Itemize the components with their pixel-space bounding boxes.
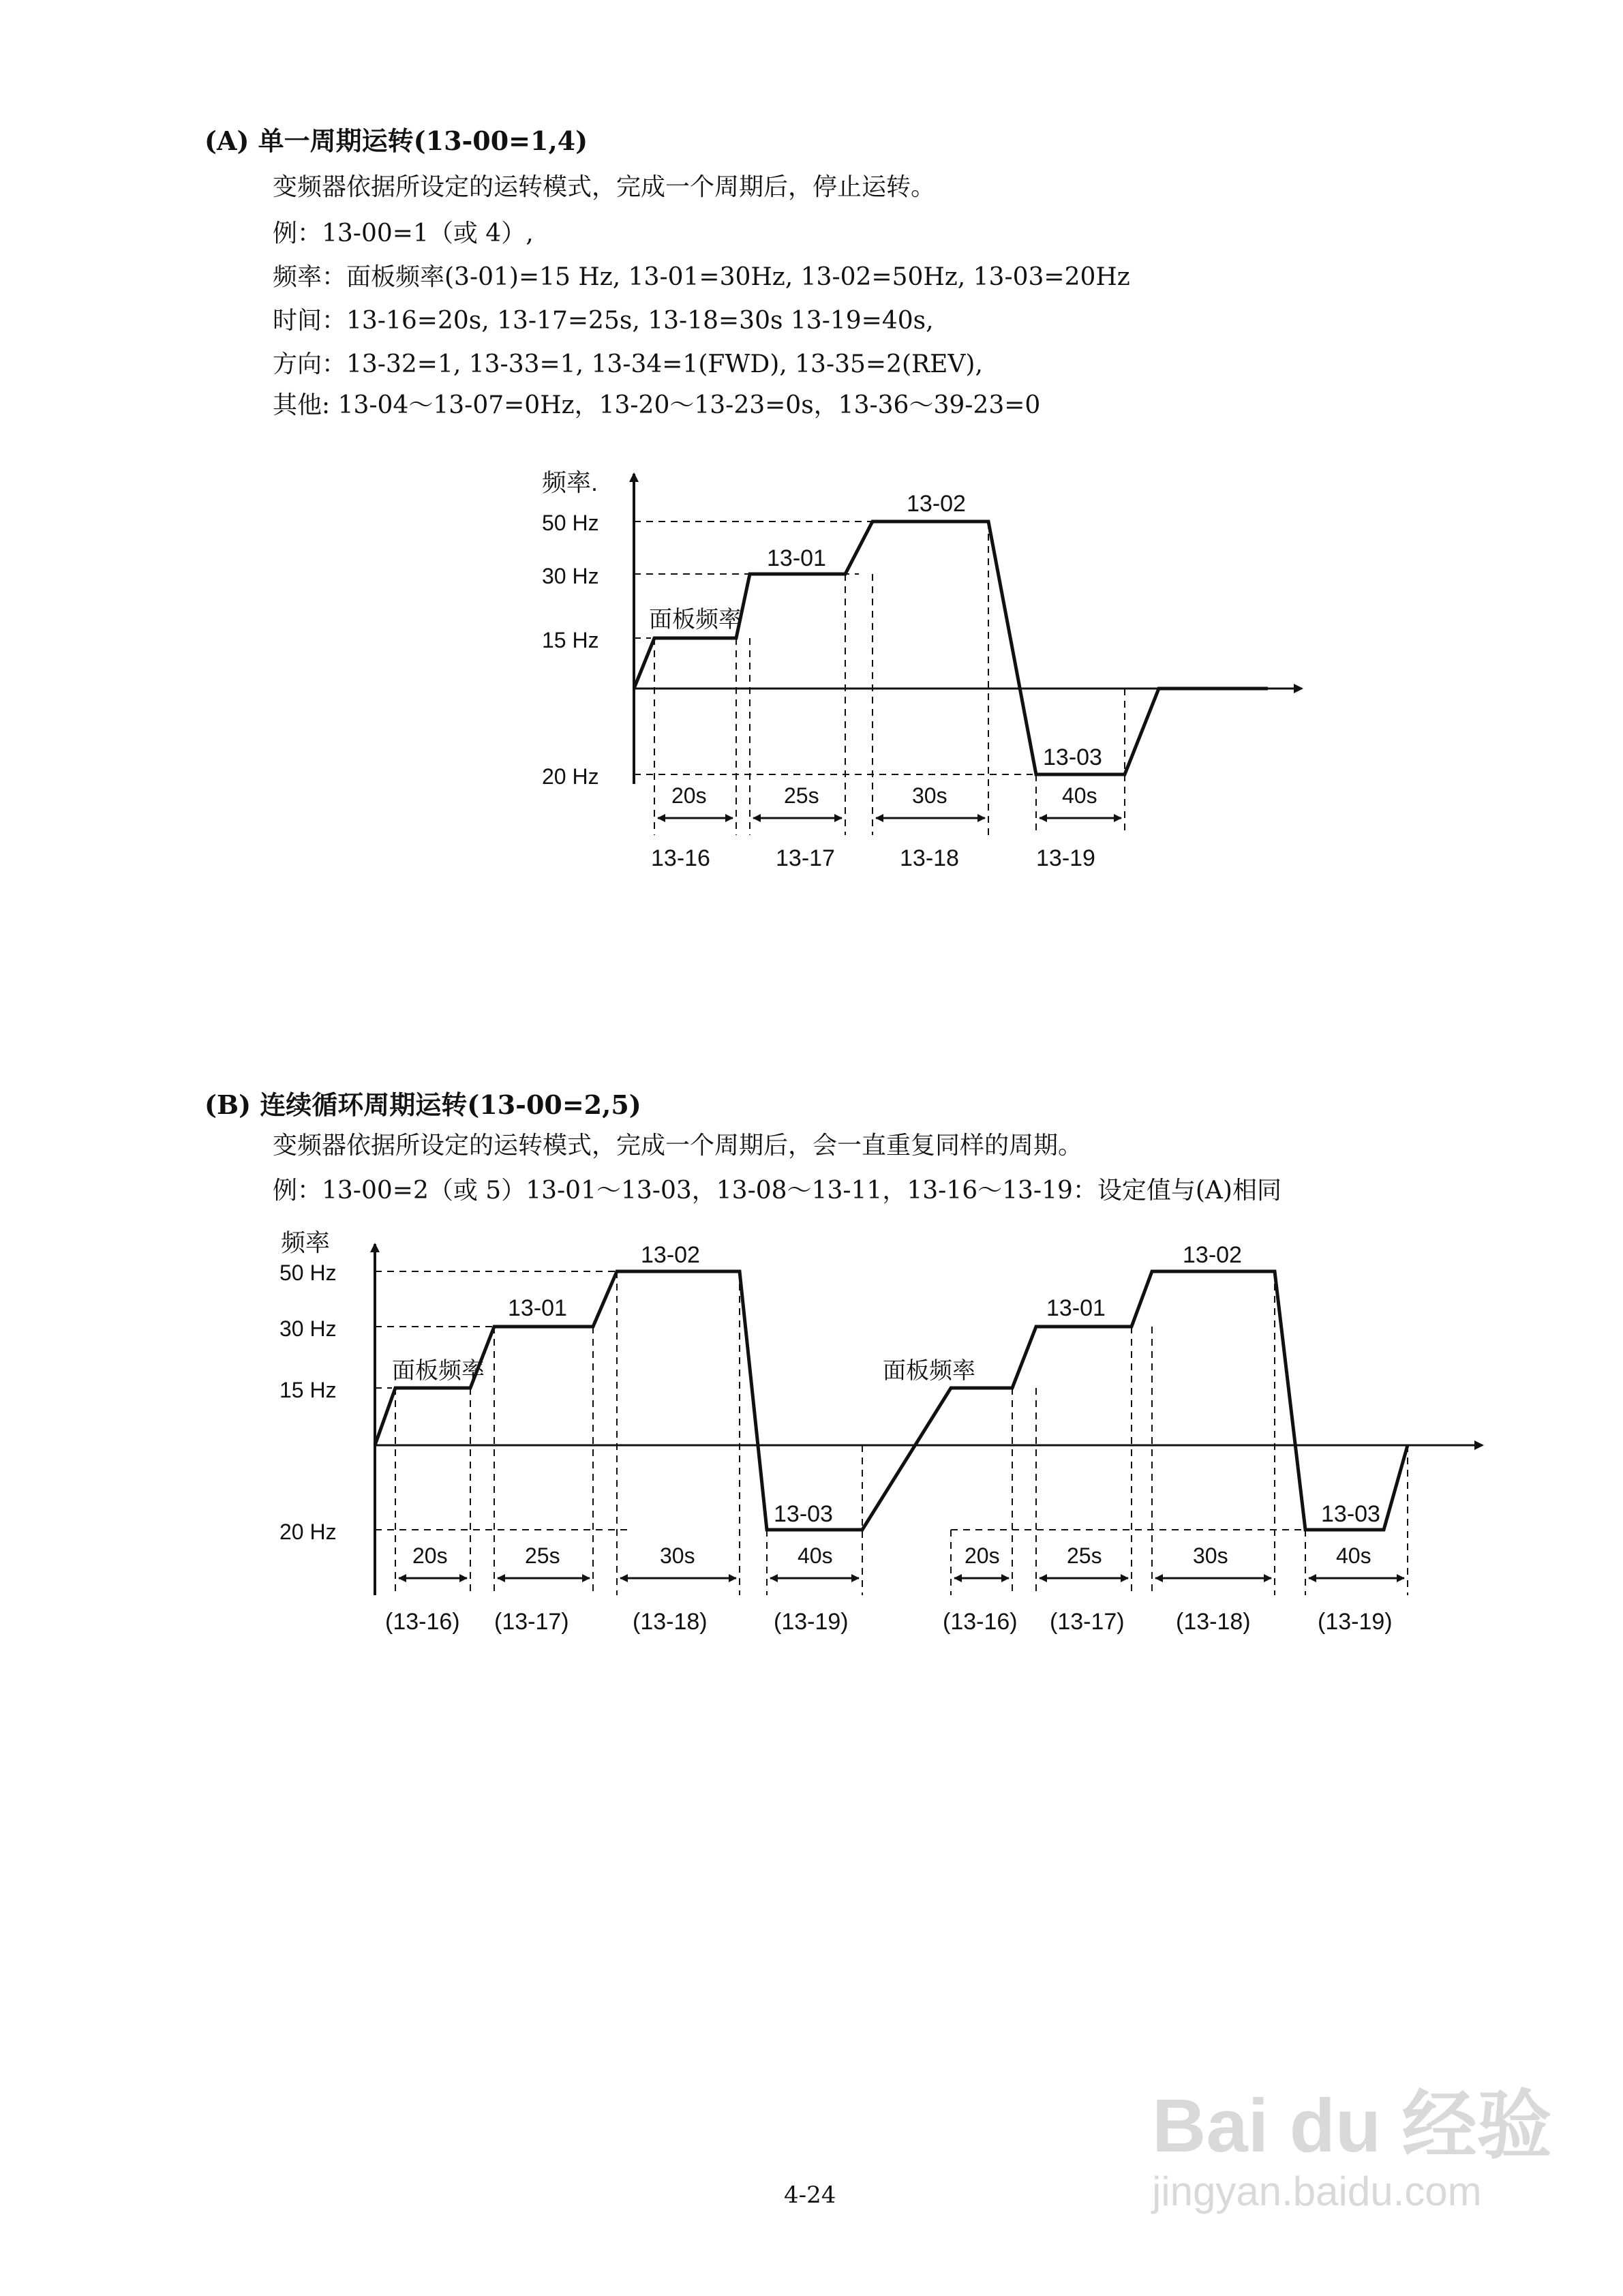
svg-text:(13-17): (13-17): [1050, 1609, 1125, 1635]
svg-text:20s: 20s: [965, 1543, 1000, 1568]
svg-text:面板频率: 面板频率: [392, 1358, 485, 1384]
svg-text:40s: 40s: [798, 1543, 833, 1568]
section-b-heading: (B) 连续循环周期运转(13-00=2,5): [204, 1089, 641, 1120]
svg-text:50 Hz: 50 Hz: [279, 1260, 337, 1285]
tick-30hz: 30 Hz: [542, 564, 599, 588]
profile-a: [634, 522, 1268, 774]
svg-text:(13-16): (13-16): [385, 1609, 460, 1635]
tick-50hz: 50 Hz: [542, 511, 599, 535]
svg-text:30s: 30s: [660, 1543, 695, 1568]
param-13-18: 13-18: [900, 845, 959, 871]
section-a-line-6: 其他: 13-04～13-07=0Hz，13-20～13-23=0s，13-36～39-23=0: [273, 391, 1041, 419]
tick-20hz: 20 Hz: [542, 764, 599, 789]
section-a-line-1: 变频器依据所设定的运转模式，完成一个周期后，停止运转。: [273, 173, 936, 201]
svg-text:30s: 30s: [1193, 1543, 1228, 1568]
svg-text:面板频率: 面板频率: [883, 1358, 975, 1384]
param-13-16: 13-16: [651, 845, 710, 871]
section-a-line-3: 频率：面板频率(3-01)=15 Hz, 13-01=30Hz, 13-02=50Hz, 13-03=20Hz: [273, 263, 1130, 291]
section-b-line-2: 例：13-00=2（或 5）13-01～13-03，13-08～13-11，13-16～13-19：设定值与(A)相同: [273, 1177, 1281, 1205]
svg-text:(13-18): (13-18): [1176, 1609, 1251, 1635]
label-panel-freq: 面板频率: [649, 607, 742, 633]
svg-text:13-02: 13-02: [1183, 1242, 1242, 1268]
svg-text:15 Hz: 15 Hz: [279, 1378, 337, 1402]
duration-25s: 25s: [784, 783, 819, 808]
duration-40s: 40s: [1062, 783, 1097, 808]
section-a-line-4: 时间：13-16=20s, 13-17=25s, 13-18=30s 13-19=40s,: [273, 307, 934, 335]
duration-20s: 20s: [671, 783, 707, 808]
section-a-line-5: 方向：13-32=1, 13-33=1, 13-34=1(FWD), 13-35=2(REV),: [273, 350, 983, 378]
label-13-01: 13-01: [767, 545, 826, 571]
tick-15hz: 15 Hz: [542, 628, 599, 652]
diagram-a: [518, 450, 1513, 913]
svg-text:13-03: 13-03: [774, 1501, 833, 1527]
svg-text:(13-19): (13-19): [1318, 1609, 1393, 1635]
svg-text:13-03: 13-03: [1321, 1501, 1380, 1527]
svg-text:13-01: 13-01: [508, 1295, 567, 1321]
watermark-url: jingyan.baidu.com: [1152, 2169, 1482, 2214]
svg-text:频率: 频率: [281, 1228, 331, 1256]
label-13-02: 13-02: [907, 491, 966, 517]
svg-text:(13-17): (13-17): [494, 1609, 569, 1635]
label-13-03: 13-03: [1043, 744, 1102, 770]
param-13-19: 13-19: [1036, 845, 1095, 871]
svg-text:(13-19): (13-19): [774, 1609, 849, 1635]
section-a-line-2: 例：13-00=1（或 4）,: [273, 220, 534, 247]
svg-text:20s: 20s: [412, 1543, 448, 1568]
svg-text:30 Hz: 30 Hz: [279, 1316, 337, 1341]
svg-text:25s: 25s: [1067, 1543, 1102, 1568]
svg-text:40s: 40s: [1336, 1543, 1371, 1568]
svg-text:13-02: 13-02: [641, 1242, 700, 1268]
svg-text:(13-16): (13-16): [943, 1609, 1018, 1635]
param-13-17: 13-17: [776, 845, 835, 871]
watermark-logo: Bai du 经验: [1152, 2084, 1552, 2168]
svg-text:13-01: 13-01: [1046, 1295, 1106, 1321]
section-a-heading: (A) 单一周期运转(13-00=1,4): [204, 125, 588, 156]
diagram-b: [259, 1213, 1513, 1677]
duration-30s: 30s: [912, 783, 947, 808]
svg-text:20 Hz: 20 Hz: [279, 1520, 337, 1544]
svg-text:25s: 25s: [525, 1543, 560, 1568]
page-number: 4-24: [784, 2181, 836, 2209]
section-b-line-1: 变频器依据所设定的运转模式，完成一个周期后，会一直重复同样的周期。: [273, 1132, 1083, 1160]
svg-text:(13-18): (13-18): [633, 1609, 708, 1635]
y-axis-label: 频率.: [542, 468, 598, 496]
